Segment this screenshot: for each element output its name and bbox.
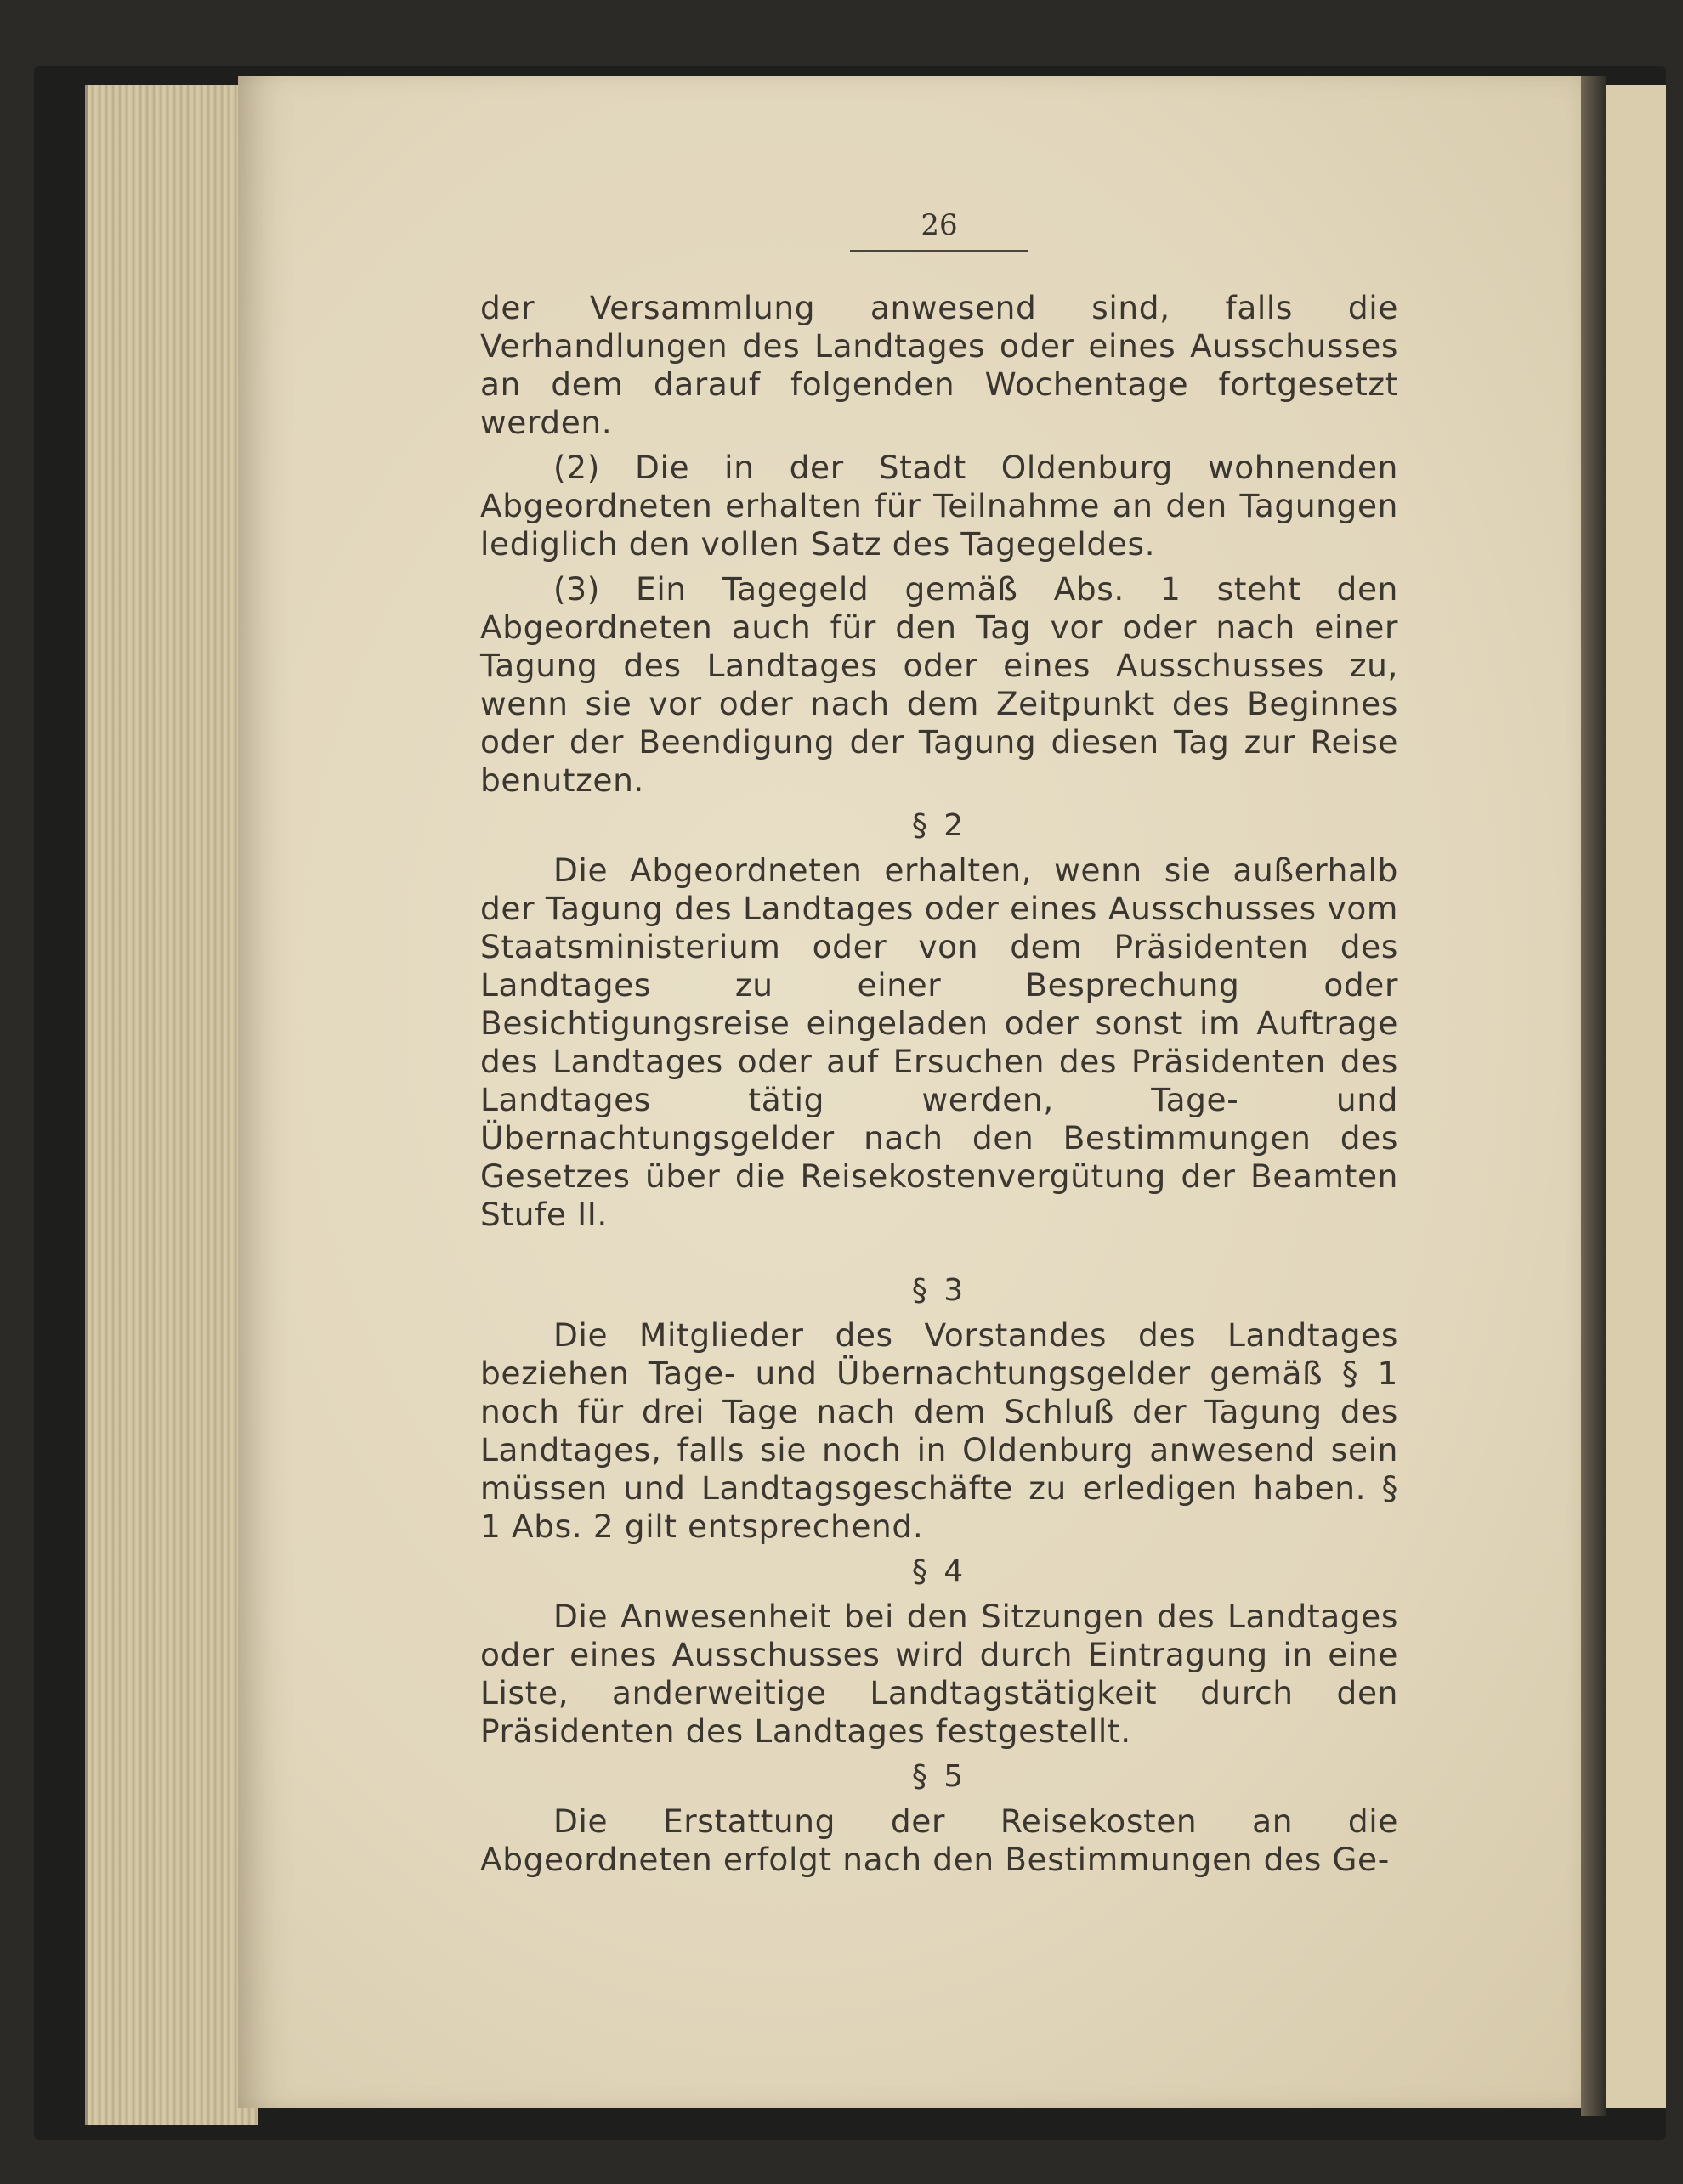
page-edges [85,85,258,2125]
section-heading-3: § 3 [911,1273,967,1308]
page-text [480,289,1398,1886]
facing-page-edge [1606,85,1666,2108]
paragraph-subsection-2: (2) Die in der Stadt Oldenburg wohnenden Abgeordneten erhalten für Teilnahme an den Tagungen lediglich den vollen Satz des Tagegeldes. [480,449,1398,563]
section-text-2: Die Abgeordneten erhalten, wenn sie außerhalb der Tagung des Landtages oder eines Ausschusses vom Staatsministerium oder von dem Präsidenten des Landtages zu einer Besprechung oder Besichtigungsreise eingeladen oder sonst im Auftrage des Landtages oder auf Ersuchen des Präsidenten des Landtages tätig werden, Tage- und Übernachtungsgelder nach den Bestimmungen des Gesetzes über die Reisekostenvergütung der Beamten Stufe II. [480,852,1398,1233]
book-gutter [1581,76,1606,2116]
section-heading-2: § 2 [911,808,967,843]
section-heading-4: § 4 [911,1554,967,1589]
section-text-3: Die Mitglieder des Vorstandes des Landtages beziehen Tage- und Übernachtungsgelder gemäß § 1 noch für drei Tage nach dem Schluß der Tagung des Landtages, falls sie noch in Oldenburg anwesend sein müssen und Landtagsgeschäfte zu erledigen haben. § 1 Abs. 2 gilt entsprechend. [480,1316,1398,1545]
section-heading-5: § 5 [911,1759,967,1794]
paragraph-subsection-3: (3) Ein Tagegeld gemäß Abs. 1 steht den Abgeordneten auch für den Tag vor oder nach einer Tagung des Landtages oder eines Ausschusses zu, wenn sie vor oder nach dem Zeitpunkt des Beginnes oder der Beendigung der Tagung diesen Tag zur Reise benutzen. [480,570,1398,799]
page-number: 26 [921,208,958,242]
page-number-rule [850,250,1028,252]
section-text-5: Die Erstattung der Reisekosten an die Abgeordneten erfolgt nach den Bestimmungen des Ge- [480,1802,1398,1878]
section-text-4: Die Anwesenheit bei den Sitzungen des Landtages oder eines Ausschusses wird durch Eintragung in eine Liste, anderweitige Landtagstätigkeit durch den Präsidenten des Landtages festgestellt. [480,1598,1398,1750]
paragraph-continuation: der Versammlung anwesend sind, falls die Verhandlungen des Landtages oder eines Ausschusses an dem darauf folgenden Wochentage fortgesetzt werden. [480,289,1398,441]
